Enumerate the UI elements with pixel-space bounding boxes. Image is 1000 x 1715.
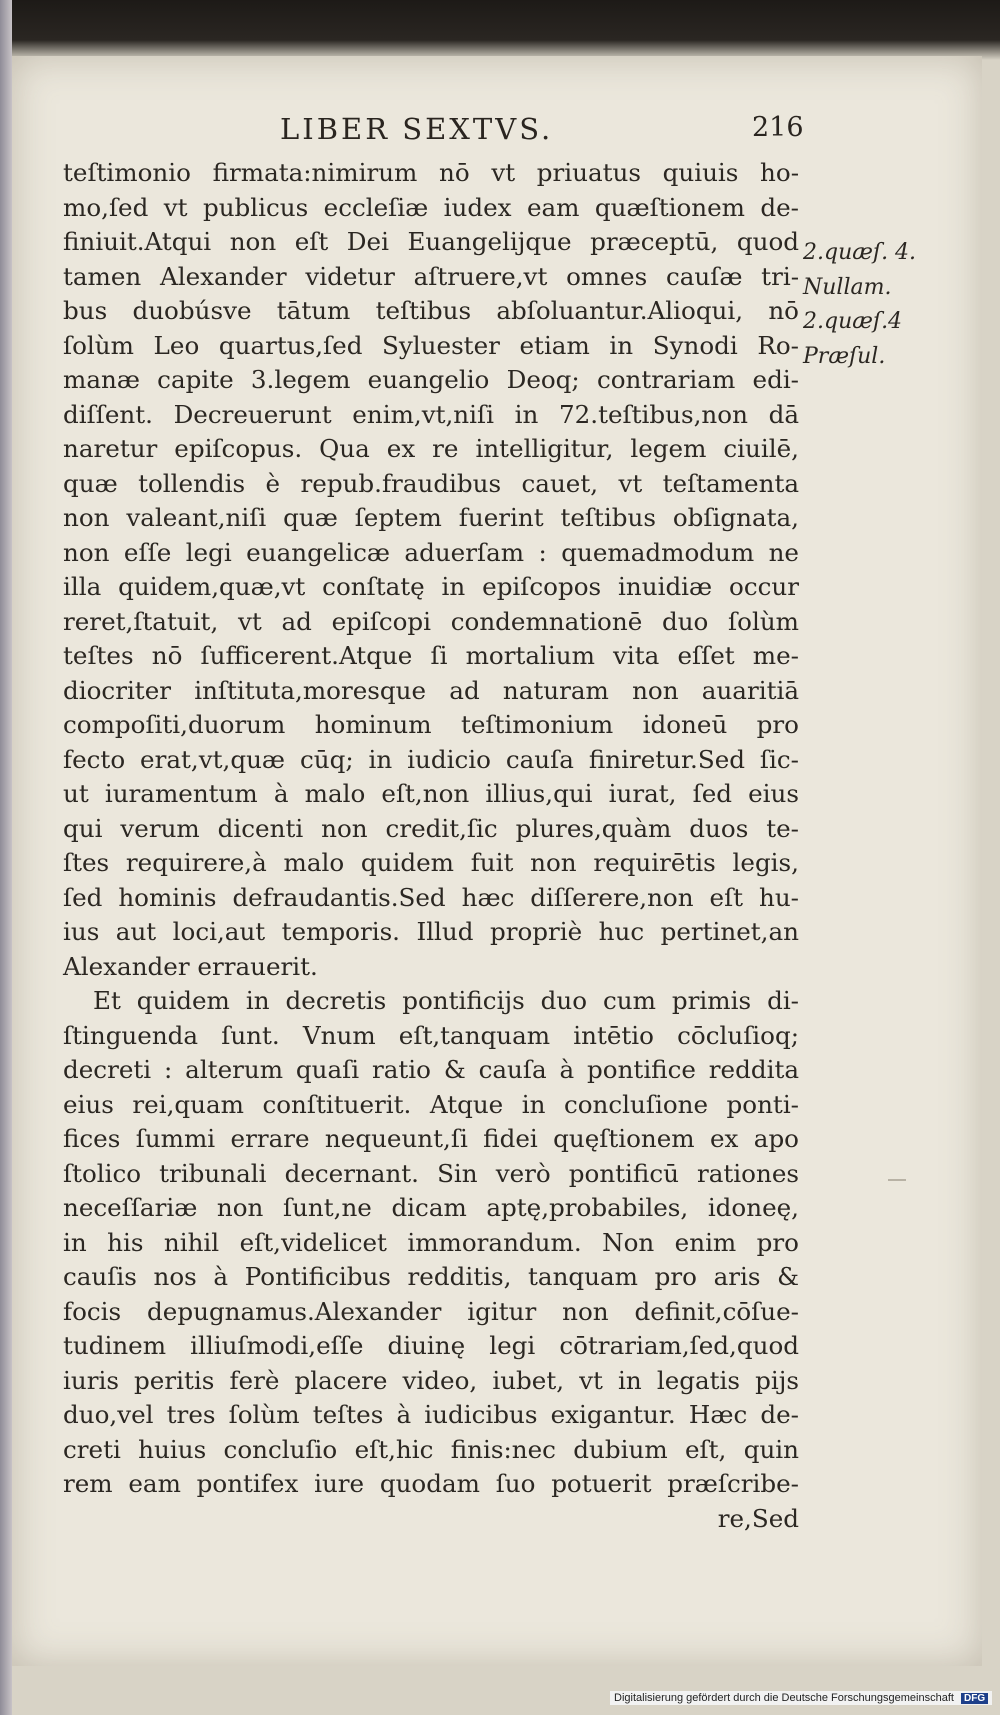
text-line: reret,ſtatuit, vt ad epiſcopi condemnationē duo ſolùm: [63, 606, 799, 636]
digitization-credit: [610, 1691, 992, 1705]
text-line: diſſent. Decreuerunt enim,vt,niſi in 72.teſtibus,non dā: [63, 399, 799, 429]
text-line: quæ tollendis è repub.fraudibus cauet, vt teſtamenta: [63, 468, 799, 498]
text-line: ſolùm Leo quartus,ſed Syluester etiam in Synodi Ro-: [63, 330, 799, 360]
text-line: creti huius concluſio eſt,hic finis:nec dubium eſt, quin: [63, 1434, 799, 1464]
text-line: illa quidem,quæ,vt conſtatę in epiſcopos inuidiæ occur: [63, 572, 799, 601]
text-line: decreti : alterum quaſi ratio & cauſa à pontifice reddita: [63, 1055, 799, 1084]
text-line: qui verum dicenti non credit,ſic plures,quàm duos te-: [63, 813, 799, 843]
text-line: fices ſummi errare nequeunt,ſi fidei quęſtionem ex apo: [63, 1124, 799, 1153]
catchword: re,Sed: [717, 1503, 799, 1533]
text-line: duo,vel tres ſolùm teſtes à iudicibus exigantur. Hæc de-: [63, 1400, 799, 1429]
credit-text: Digitalisierung gefördert durch die Deutsche Forschungsgemeinschaft: [614, 1692, 954, 1704]
text-line: focis depugnamus.Alexander igitur non definit,cōſue-: [63, 1296, 799, 1326]
text-line: iuris peritis ferè placere video, iubet, vt in legatis pijs: [63, 1365, 799, 1395]
text-line: non eſſe legi euangelicæ aduerſam : quemadmodum ne: [63, 537, 799, 567]
text-line: mo,ſed vt publicus eccleſiæ iudex eam quæſtionem de-: [63, 192, 799, 222]
marginal-note: Nullam.: [803, 274, 892, 300]
text-line: tudinem illiuſmodi,eſſe diuinę legi cōtrariam,ſed,quod: [63, 1331, 799, 1360]
body-text: [63, 156, 799, 1536]
text-line: ut iuramentum à malo eſt,non illius,qui iurat, ſed eius: [63, 779, 799, 808]
book-spine-edge: [0, 0, 12, 1715]
text-line: Et quidem in decretis pontificijs duo cum primis di-: [93, 986, 799, 1015]
text-line: teſtimonio firmata:nimirum nō vt priuatus quiuis ho-: [63, 158, 799, 187]
text-line: non valeant,niſi quæ ſeptem fuerint teſtibus obſignata,: [63, 503, 799, 532]
text-line: tamen Alexander videtur aſtruere,vt omnes cauſæ tri-: [63, 261, 799, 291]
running-title: LIBER SEXTVS.: [280, 112, 554, 146]
text-line: cauſis nos à Pontificibus redditis, tanquam pro aris &: [63, 1262, 799, 1291]
text-line: finiuit.Atqui non eſt Dei Euangelijque præceptū, quod: [63, 227, 799, 256]
text-line: ſtinguenda ſunt. Vnum eſt,tanquam intētio cōcluſioq;: [63, 1020, 799, 1050]
text-line: naretur epiſcopus. Qua ex re intelligitur, legem ciuilē,: [63, 434, 799, 463]
marginal-note: Præſul.: [803, 343, 886, 369]
text-line: manæ capite 3.legem euangelio Deoq; contrariam edi-: [63, 365, 799, 394]
text-line: ſtolico tribunali decernant. Sin verò pontificū rationes: [63, 1158, 799, 1188]
text-line: eius rei,quam conſtituerit. Atque in concluſione ponti-: [63, 1089, 799, 1119]
text-line: teſtes nō ſufficerent.Atque ſi mortalium vita eſſet me-: [63, 641, 799, 670]
margin-mark: [888, 1179, 906, 1181]
marginal-notes: [803, 236, 916, 374]
text-line: diocriter inſtituta,moresque ad naturam non auaritiā: [63, 675, 799, 705]
text-line: compoſiti,duorum hominum teſtimonium idoneū pro: [63, 710, 799, 739]
text-line: ius aut loci,aut temporis. Illud propriè huc pertinet,an: [63, 917, 799, 946]
dfg-logo: DFG: [961, 1693, 988, 1704]
text-line: in his nihil eſt,videlicet immorandum. Non enim pro: [63, 1227, 799, 1257]
page-number: 216: [752, 112, 804, 143]
text-line: Alexander errauerit.: [63, 951, 318, 981]
marginal-note: 2.quæſ. 4.: [803, 240, 917, 265]
text-line: rem eam pontifex iure quodam ſuo potuerit præſcribe-: [63, 1469, 799, 1498]
marginal-note: 2.quæſ.4: [803, 309, 903, 334]
text-line: neceſſariæ non ſunt,ne dicam aptę,probabiles, idoneę,: [63, 1193, 799, 1222]
text-line: bus duobúsve tātum teſtibus abſoluantur.Alioqui, nō: [63, 296, 799, 325]
text-line: fecto erat,vt,quæ cūq; in iudicio cauſa finiretur.Sed ſic-: [63, 744, 799, 774]
text-line: ſed hominis defraudantis.Sed hæc diſſerere,non eſt hu-: [63, 882, 799, 912]
text-line: ſtes requirere,à malo quidem fuit non requirētis legis,: [63, 848, 799, 877]
